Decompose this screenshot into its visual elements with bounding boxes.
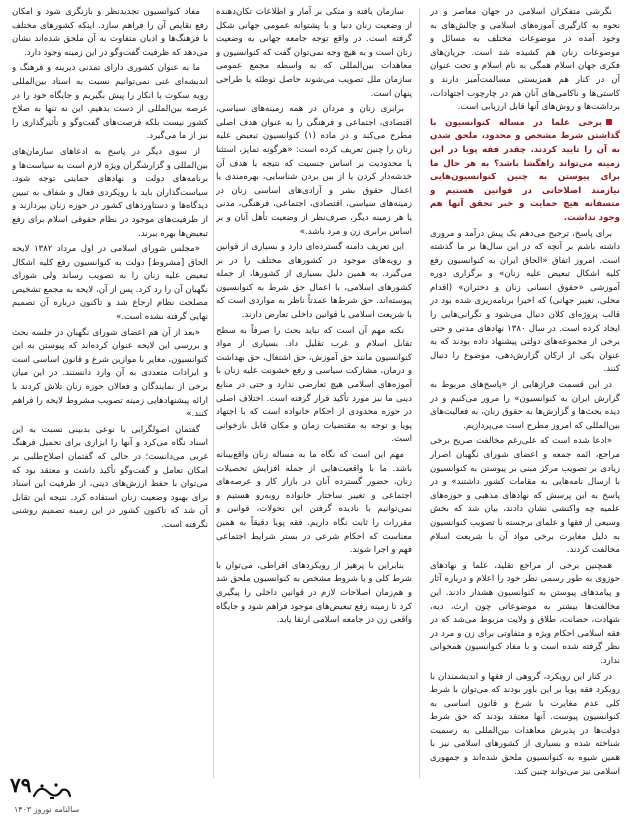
- paragraph: نگرشی متفکران اسلامی در جهان معاصر و در نحوه به کارگیری آموزه‌های اسلامی و چالش‌های به وجود آمده در موضوعات مختلف به مسائل و موضوعات زنان هم کشیده شد است. جریان‌های فکری جهان اسلام همگی به نام اسلام و تحت عنوان آن در کنار هم همزیستی مسالمت‌آمیز دارند و کاستی‌ها و ناکامی‌های آنان هم در چارچوب اجتهادات، برداشت‌ها و روش‌های آنها قابل ارزیابی است.: [430, 7, 620, 113]
- article-column-middle: [216, 6, 412, 786]
- paragraph: برابری زنان و مردان در همه زمینه‌های سیاسی، اقتصادی، اجتماعی و فرهنگی را به عنوان هدف اصلی مطرح می‌کند و در ماده (۱) کنوانسیون تبعیض علیه زنان را چنین تعریف کرده است: «هرگونه تمایز، استثنا یا محدودیت بر اساس جنسیت که نتیجه یا هدف آن خدشه‌دار کردن یا از بین بردن شناسایی، بهره‌مندی یا اعمال حقوق بشر و آزادی‌های اساسی زنان در زمینه‌های سیاسی، اقتصادی، اجتماعی، فرهنگی، مدنی یا هر زمینه دیگر، صرف‌نظر از وضعیت تأهل آنان و بر اساس برابری زن و مرد باشد.»: [216, 104, 412, 237]
- paragraph: «بعد از آن هم اعضای شورای نگهبان در جلسه بحث و بررسی این لایحه عنوان کرده‌اند که پیوستن به این کنوانسیون، مغایر با موازین شرع و قانون اساسی است و ایرادات متعددی به آن وارد دانستند. در این میان برخی از نمایندگان و فعالان حوزه زنان تلاش کردند با ارائه پیشنهادهایی زمینه تصویب مشروط لایحه را فراهم کنند.»: [12, 327, 208, 420]
- paragraph: مهم این است که نگاه ما به مساله زنان واقع‌بینانه باشد. ما با واقعیت‌هایی از جمله افزایش تحصیلات زنان، حضور گسترده آنان در بازار کار و عرصه‌های اجتماعی و تغییر ساختار خانواده روبه‌رو هستیم و نمی‌توانیم با نادیده گرفتن این تحولات، قوانین و مقررات را ثابت نگاه داریم. فقه پویا دقیقاً به همین معناست که احکام شرعی در بستر شرایط اجتماعی فهم و اجرا شوند.: [216, 450, 412, 556]
- pull-question-text: برخی علما در مساله کنوانسیون با گذاشتن شرط مشخص و محدود، ملحق شدن به آن را تایید کردند. چقدر فقه پویا در این زمینه می‌تواند راهگشا باشد؟ به هر حال ما برای پیوستن به چنین کنوانسیون‌هایی نیازمند اصلاحاتی در قوانین هستیم و متسفانه هیچ حمایت و خبر تحقق آنها هم وجود نداشت.: [430, 117, 620, 223]
- paragraph: مفاد کنوانسیون تجدیدنظر و بازنگری شود و امکان رفع نقایص آن را فراهم سازد. اینکه کشورهای مختلف با فرهنگ‌ها و ادیان متفاوت به آن ملحق شده‌اند نشان می‌دهد که ظرفیت گفت‌وگو در این زمینه وجود دارد.: [12, 7, 208, 58]
- paragraph: «مجلس شورای اسلامی در اول مرداد ۱۳۸۲ لایحه الحاق [مشروط] دولت به کنوانسیون رفع کلیه اشکال تبعیض علیه زنان را به تصویب رساند ولی شورای نگهبان آن را رد کرد. پس از آن، لایحه به مجمع تشخیص مصلحت نظام ارجاع شد و تاکنون درباره آن تصمیم نهایی گرفته نشده است.»: [12, 244, 208, 323]
- paragraph: سازمان یافته و متکی بر آمار و اطلاعات تکان‌دهنده از وضعیت زنان دنیا و با پشتوانه عمومی جهانی شکل گرفته است. در واقع توجه جامعه جهانی به وضعیت زنان است و به هیچ وجه نمی‌توان گفت که کنوانسیون و معاهدات بین‌المللی که به واسطه مجمع عمومی سازمان ملل تصویب می‌شوند حاصل توطئه یا طراحی پنهان است.: [216, 7, 412, 99]
- paragraph: نکته مهم آن است که نباید بحث را صرفاً به سطح تقابل اسلام و غرب تقلیل داد. بسیاری از مواد کنوانسیون مانند حق آموزش، حق اشتغال، حق بهداشت و درمان، مشارکت سیاسی و رفع خشونت علیه زنان با آموزه‌های اسلامی هیچ تعارضی ندارد و حتی در منابع دینی ما نیز مورد تأکید قرار گرفته است. اختلاف اصلی در حوزه محدودی از احکام خانواده است که با اجتهاد پویا و توجه به مقتضیات زمان و مکان قابل بازخوانی است.: [216, 325, 412, 445]
- article-column-right: [430, 6, 620, 786]
- paragraph: این تعریف دامنه گسترده‌ای دارد و بسیاری از قوانین و رویه‌های موجود در کشورهای مختلف را در بر می‌گیرد. به همین دلیل بسیاری از کشورها، از جمله کشورهای اسلامی، با اعمال حق شرط به کنوانسیون پیوسته‌اند. حق شرط‌ها عمدتاً ناظر به مواردی است که با شریعت اسلامی یا قوانین داخلی تعارض دارند.: [216, 242, 412, 321]
- paragraph: بنابراین با پرهیز از رویکردهای افراطی، می‌توان با شرط کلی و یا شروط مشخص به کنوانسیون ملحق شد و هم‌زمان اصلاحات لازم در قوانین داخلی را پیگیری کرد تا زمینه رفع تبعیض‌های موجود فراهم شود و جایگاه واقعی زن در جامعه اسلامی ارتقا یابد.: [216, 560, 412, 626]
- paragraph: همچنین برخی از مراجع تقلید، علما و نهادهای حوزوی به طور رسمی نظر خود را اعلام و درباره آثار و پیامدهای پیوستن به کنوانسیون هشدار دادند. این مخالفت‌ها بیشتر به موضوعاتی چون ارث، دیه، شهادت، حضانت، طلاق و ولایت مربوط می‌شد که در فقه اسلامی احکام ویژه و متفاوتی برای زن و مرد در نظر گرفته شده است و با مفاد کنوانسیون همخوانی ندارد.: [430, 560, 620, 666]
- paragraph: در کنار این رویکرد، گروهی از فقها و اندیشمندان با رویکرد فقه پویا بر این باور بودند که می‌توان با شرط کلی عدم مغایرت با شرع و قانون اساسی به کنوانسیون پیوست. آنها معتقد بودند که حق شرط دولت‌ها در پذیرش معاهدات بین‌المللی به رسمیت شناخته شده و بسیاری از کشورهای اسلامی نیز با همین شیوه به کنوانسیون ملحق شده‌اند و جمهوری اسلامی نیز می‌تواند چنین کند.: [430, 671, 620, 777]
- paragraph: «ادعا شده است که علی‌رغم مخالفت صریح برخی مراجع، ائمه جمعه و اعضای شورای نگهبان اصرار زیادی بر تصویب مرکز مبنی بر پیوستن به کنوانسیون با ارسال نامه‌هایی به مقامات کشور داشتند» و در پاسخ به این پرسش که نهادهای مذهبی و حوزه‌های علمیه چه واکنشی نشان دادند، بیان شد که بخش وسیعی از فقها و علمای برجسته با تصویب کنوانسیون به دلیل مغایرت برخی مواد آن با شریعت اسلام مخالفت کردند.: [430, 436, 620, 556]
- page-number: ۷۹: [10, 775, 32, 797]
- magazine-logo-icon: [30, 780, 74, 802]
- paragraph: گفتمان اصولگرایی با نوعی بدبینی نسبت به این اسناد نگاه می‌کرد و آنها را ابزاری برای تحمیل فرهنگ غربی می‌دانست؛ در حالی که گفتمان اصلاح‌طلبی بر امکان تعامل و گفت‌وگو تأکید داشت و معتقد بود که می‌توان با حفظ ارزش‌های دینی، از ظرفیت این اسناد برای بهبود وضعیت زنان استفاده کرد. نتیجه این تقابل آن شد که تاکنون کشور در این زمینه تصمیم روشنی نگرفته است.: [12, 424, 208, 530]
- paragraph: از سوی دیگر در پاسخ به ادعاهای سازمان‌های بین‌المللی و گزارشگران ویژه لازم است به سیاست‌ها و برنامه‌های دولت و نهادهای حمایتی توجه شود. سیاست‌گذاران باید با رویکردی فعال و شفاف به تبیین دیدگاه‌ها و دستاوردهای کشور در حوزه زنان بپردازند و از ظرفیت‌های موجود در نظام حقوقی اسلام برای رفع تبعیض‌ها بهره ببرند.: [12, 146, 208, 239]
- pull-question: [430, 117, 620, 226]
- paragraph: ما به عنوان کشوری دارای تمدنی دیرینه و فرهنگ و اندیشه‌ای غنی نمی‌توانیم نسبت به اسناد بین‌المللی رویه سکوت یا انکار را پیش بگیریم و جایگاه خود را در عرصه بین‌المللی از دست بدهیم. این نه تنها به صلاح کشور نیست بلکه فرصت‌های گفت‌وگو و تأثیرگذاری را نیز از ما می‌گیرد.: [12, 63, 208, 142]
- red-square-bullet-icon: [606, 119, 612, 125]
- paragraph: برای پاسخ، ترجیح می‌دهم یک پیش درآمد و مروری داشته باشم بر آنچه که در این سال‌ها بر ما گذشته است. امروز اتفاق «الحاق ایران به کنوانسیون رفع کلیه اشکال تبعیض علیه زنان» و برگزاری دوره آموزشی «حقوق انسانی زنان و دختران» (اقدام محلی، تغییر جهانی) که اخیرا برنامه‌ریزی شده بود در قالب پروژه‌ای کلان دنبال می‌شود و نگرانی‌هایی را ایجاد کرده است. در سال ۱۳۸۰ نهادهای مدنی و حتی برخی از مجموعه‌های دولتی پیشنهاد داده بودند که به عنوان یکی از ارکان گزارش‌دهی، موضوع را دنبال کنند.: [430, 228, 620, 375]
- paragraph: در این قسمت فرازهایی از «پاسخ‌های مربوط به گزارش ایران به کنوانسیون» را مرور می‌کنیم و در دیده بحث‌ها و گزارش‌ها به حقوق زنان، به فعالیت‌های بین‌المللی که امروز مطرح است می‌پردازیم.: [430, 380, 620, 431]
- issue-label: سالنامه نوروز ۱۴۰۳: [14, 805, 80, 814]
- page-footer: [6, 772, 80, 816]
- column-divider: [213, 8, 214, 778]
- article-column-left: [12, 6, 208, 766]
- column-divider: [419, 8, 420, 778]
